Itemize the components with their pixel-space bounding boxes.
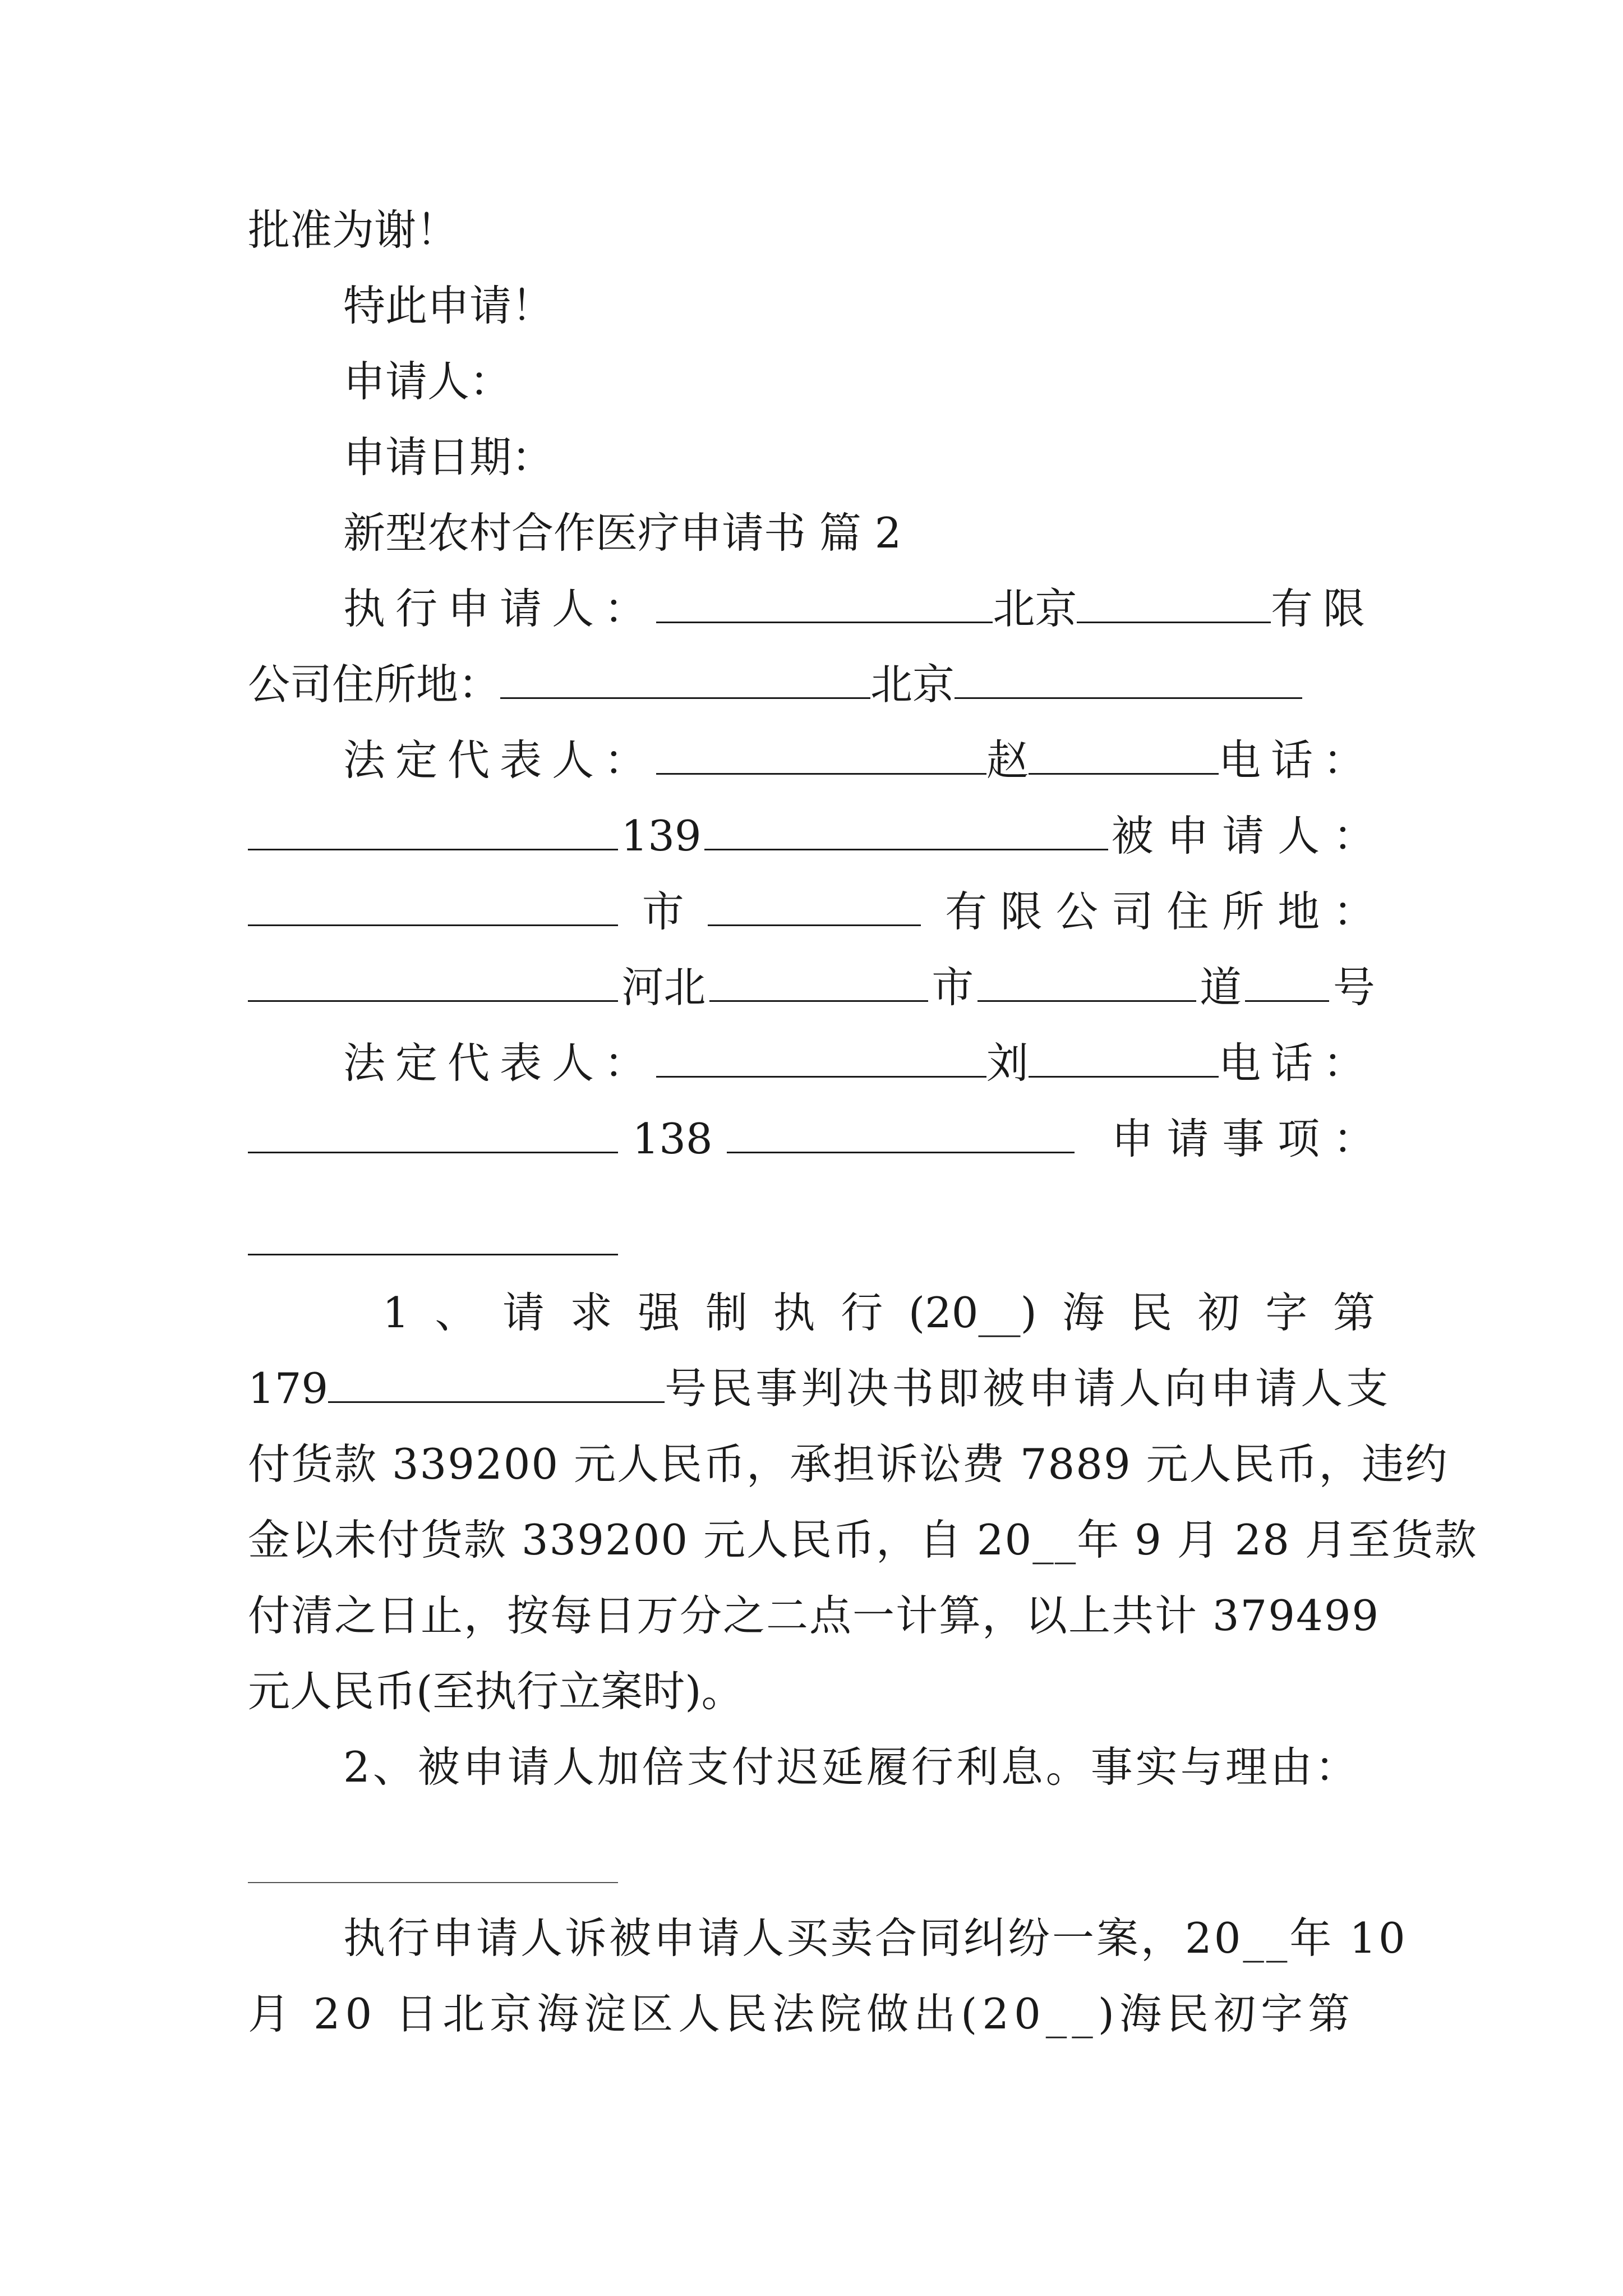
blank-underline — [248, 1254, 618, 1255]
respondent-legal-rep-label: 法定代表人： — [343, 1038, 657, 1088]
respondent-address-row — [248, 956, 1375, 1018]
item1-word: 求 — [570, 1288, 612, 1337]
item2-line: 2、被申请人加倍支付迟延履行利息。事实与理由： — [343, 1742, 1360, 1792]
respondent-road: 道 — [1200, 963, 1242, 1012]
closing-line: 批准为谢！ — [248, 205, 459, 255]
item1-word: 制 — [705, 1288, 748, 1337]
item1-line5: 付清之日止，按每日万分之二点一计算，以上共计 379499 — [248, 1591, 1380, 1640]
blank-underline — [704, 809, 1108, 850]
item1-word: 民 — [1130, 1288, 1173, 1337]
blank-underline — [248, 885, 618, 926]
item1-word: 强 — [638, 1288, 680, 1337]
blank-underline — [708, 885, 921, 926]
respondent-company: 有 限 公 司 住 所 地 ： — [945, 887, 1375, 936]
address-label: 公司住所地： — [248, 660, 501, 709]
respondent-number: 号 — [1332, 963, 1375, 1012]
item1-word: 初 — [1197, 1288, 1240, 1337]
item1-line3: 付货款 339200 元人民币，承担诉讼费 7889 元人民币，违约 — [248, 1439, 1449, 1489]
phone-label: 电话： — [1218, 735, 1375, 785]
blank-underline — [1245, 961, 1329, 1002]
blank-underline — [248, 1882, 618, 1883]
blank-underline — [1077, 582, 1271, 623]
respondent-city-2: 市 — [932, 963, 974, 1012]
blank-underline — [656, 734, 986, 775]
item1-word: (20__) — [908, 1288, 1037, 1337]
facts-line2: 月 20 日北京海淀区人民法院做出(20__)海民初字第 — [248, 1989, 1355, 2039]
item1-word: 执 — [773, 1288, 815, 1337]
item1-line4: 金以未付货款 339200 元人民币，自 20__年 9 月 28 月至货款 — [248, 1515, 1478, 1565]
blank-underline — [500, 658, 870, 699]
respondent-legal-rep-name: 刘 — [986, 1038, 1029, 1088]
blank-underline — [709, 961, 928, 1002]
respondent-phone-prefix: 138 — [632, 1114, 713, 1163]
blank-underline — [955, 658, 1302, 699]
item1-word: 、 — [435, 1288, 477, 1337]
blank-underline — [248, 961, 618, 1002]
respondent-company-row — [248, 881, 1375, 942]
applicant-suffix: 有限 — [1270, 584, 1375, 633]
applicant-row — [248, 578, 1375, 639]
judgment-number: 179 — [248, 1364, 329, 1413]
blank-underline — [1029, 734, 1219, 775]
legal-rep-name: 赵 — [986, 735, 1029, 785]
phone-respondent-row — [248, 805, 1375, 867]
blank-underline — [1029, 1037, 1219, 1078]
item1-line1 — [248, 1282, 1375, 1343]
blank-underline — [656, 1037, 986, 1078]
blank-underline — [727, 1112, 1075, 1153]
item1-word: 第 — [1332, 1288, 1375, 1337]
application-date-line: 申请日期： — [343, 432, 554, 482]
blank-underline — [656, 582, 993, 623]
legal-rep-row — [248, 729, 1375, 791]
address-city: 北京 — [870, 660, 955, 709]
respondent-legal-rep-row — [248, 1032, 1375, 1094]
item1-word: 1 — [382, 1288, 409, 1337]
blank-underline — [328, 1362, 665, 1403]
legal-rep-label: 法定代表人： — [343, 735, 657, 785]
respondent-city: 市 — [642, 887, 684, 936]
blank-underline — [978, 961, 1196, 1002]
respondent-phone-row — [248, 1108, 1375, 1170]
item1-word: 行 — [841, 1288, 883, 1337]
item1-line2 — [248, 1358, 1392, 1419]
item1-word: 海 — [1062, 1288, 1105, 1337]
phone-prefix: 139 — [621, 811, 702, 861]
matters-label: 申 请 事 项 ： — [1111, 1114, 1375, 1163]
item1-line6: 元人民币(至执行立案时)。 — [248, 1667, 744, 1716]
respondent-phone-label: 电话： — [1218, 1038, 1375, 1088]
blank-underline — [248, 809, 618, 850]
special-request-line: 特此申请！ — [343, 281, 554, 330]
applicant-city: 北京 — [993, 584, 1077, 633]
applicant-signature-line: 申请人： — [343, 357, 512, 406]
applicant-label: 执行申请人： — [343, 584, 657, 633]
item1-text: 号民事判决书即被申请人向申请人支 — [665, 1364, 1392, 1413]
blank-underline — [248, 1112, 618, 1153]
facts-line1: 执行申请人诉被申请人买卖合同纠纷一案，20__年 10 — [343, 1913, 1408, 1963]
respondent-label: 被 申 请 人 ： — [1111, 811, 1375, 861]
respondent-province: 河北 — [621, 963, 706, 1012]
item1-word: 请 — [502, 1288, 545, 1337]
address-row — [248, 654, 1325, 715]
section-title: 新型农村合作医疗申请书 篇 2 — [343, 508, 902, 558]
item1-word: 字 — [1265, 1288, 1308, 1337]
